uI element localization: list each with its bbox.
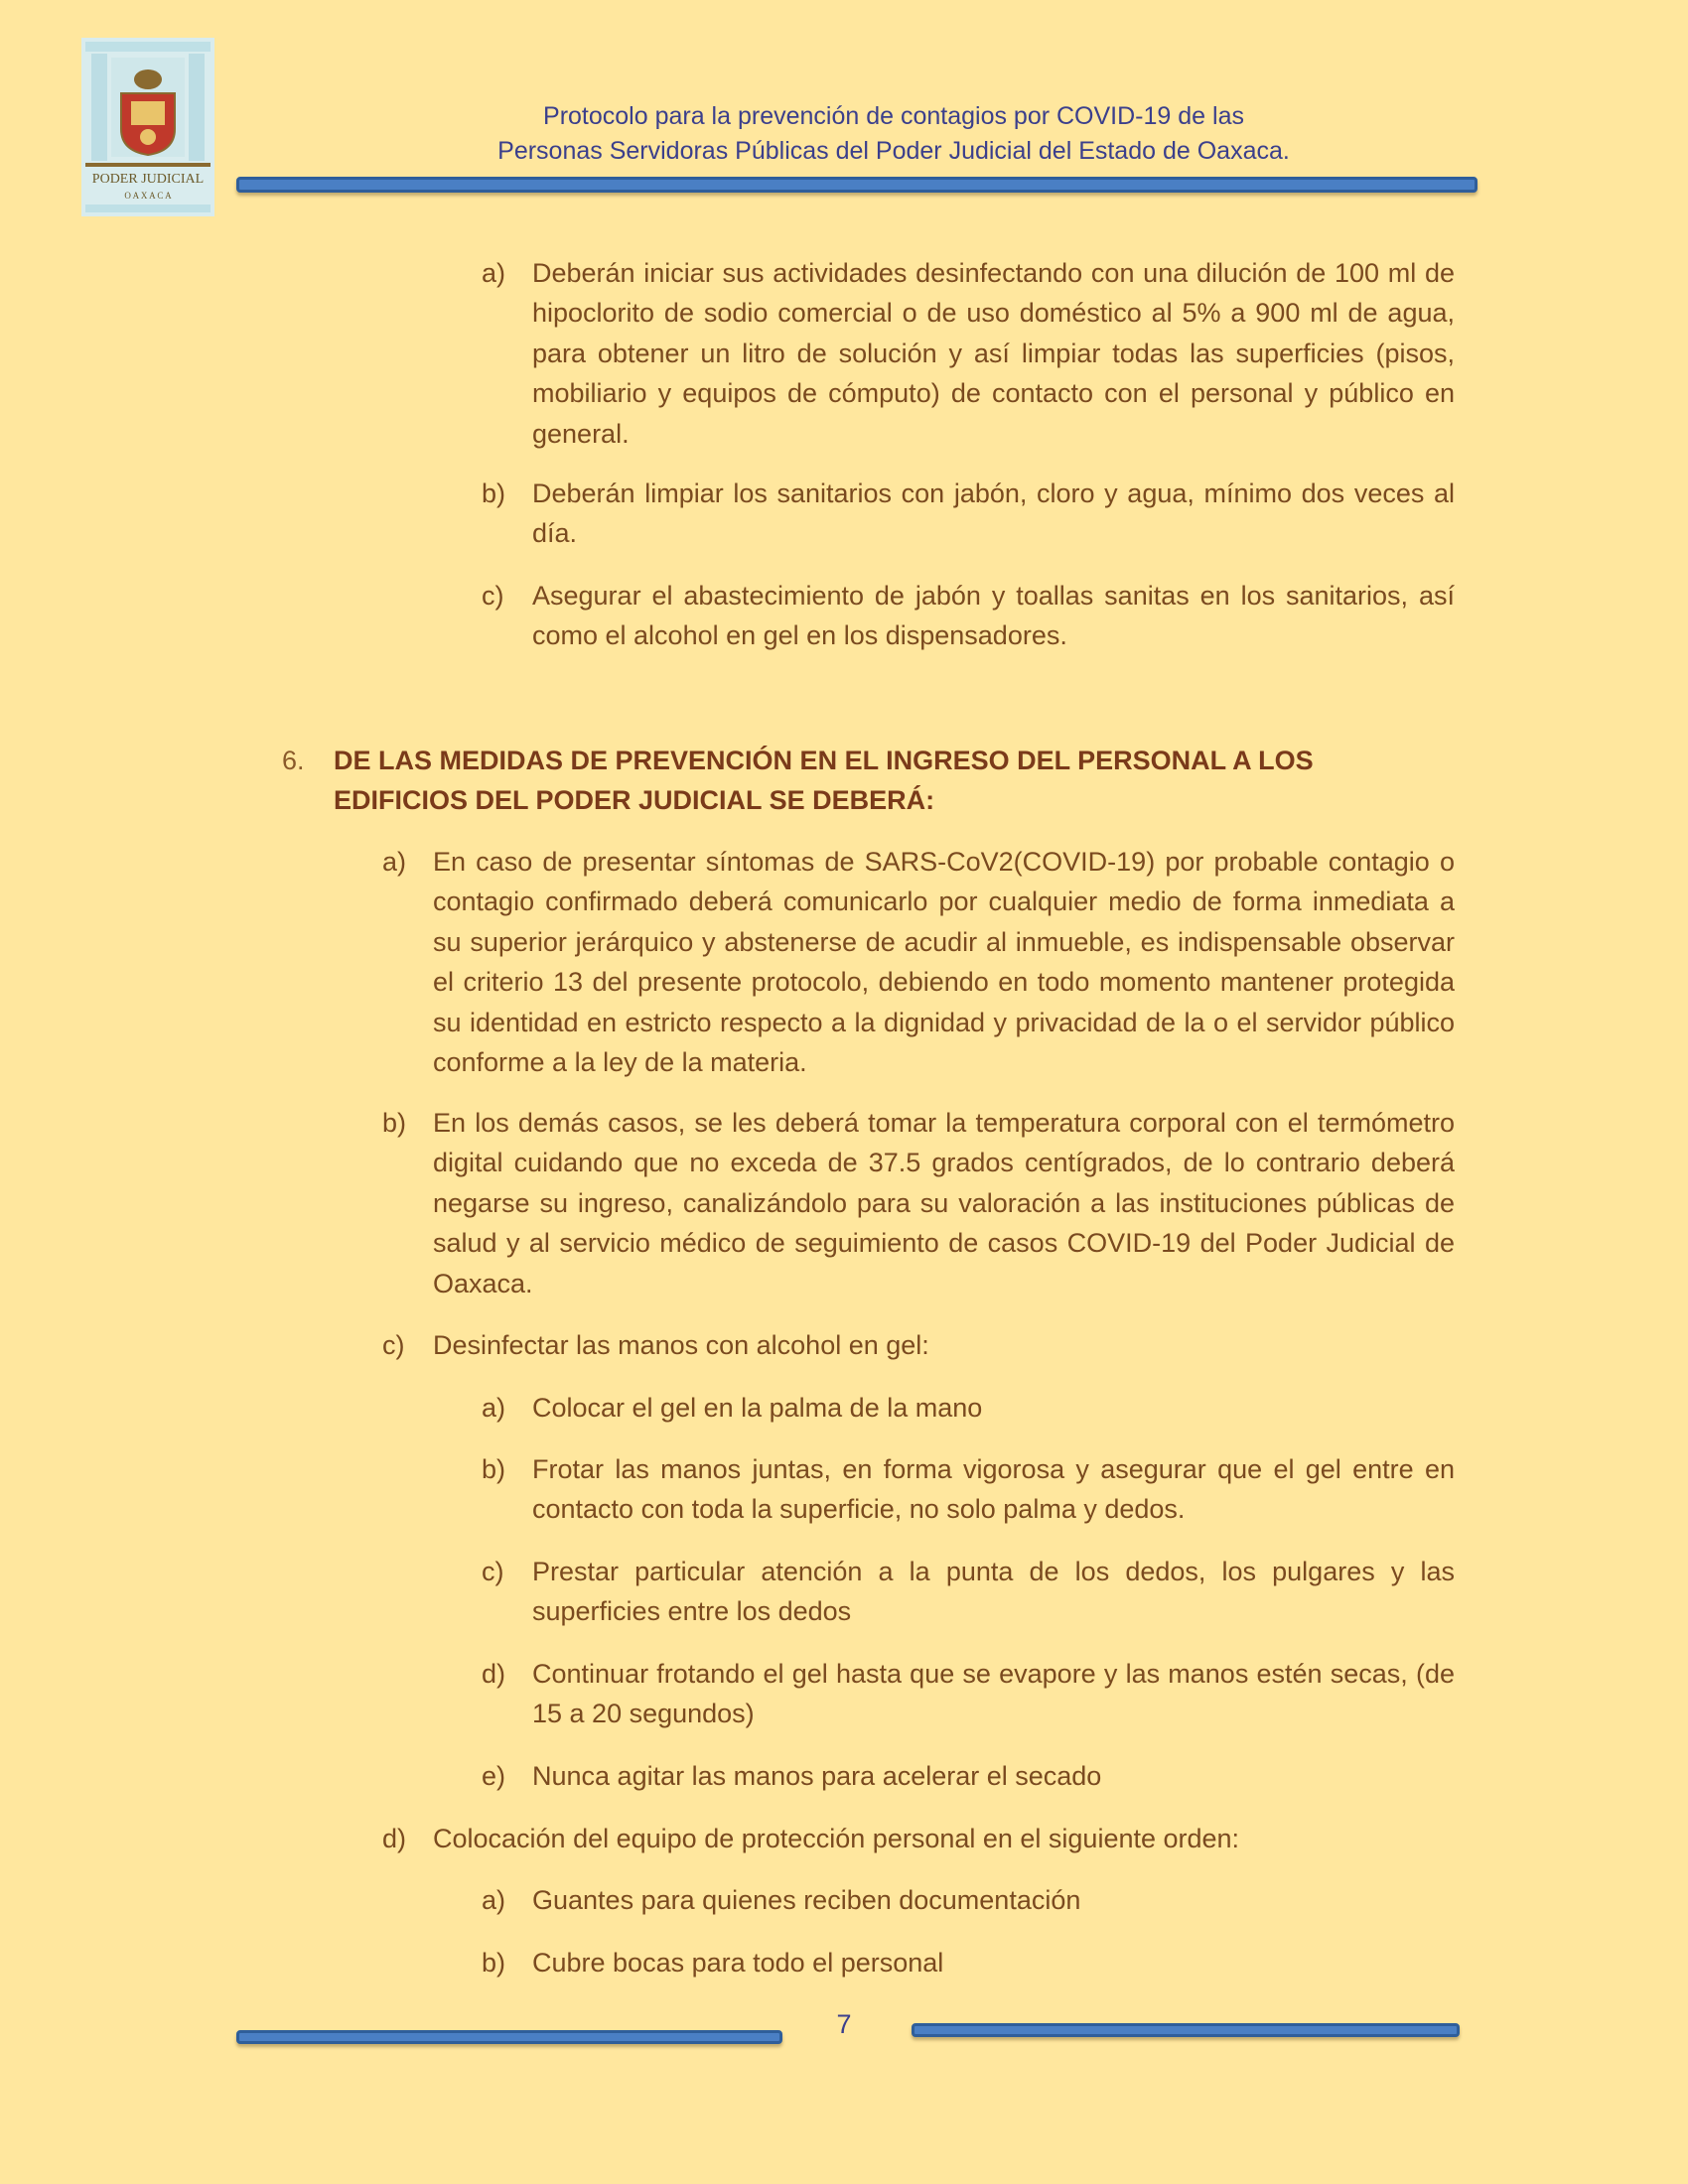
list-marker: d) [382, 1824, 407, 1853]
list-item-text: Continuar frotando el gel hasta que se evapore y las manos estén secas, (de 15 a 20 segundos) [532, 1659, 1455, 1729]
list-marker: b) [382, 1108, 407, 1138]
header-line-1: Protocolo para la prevención de contagios por COVID-19 de las [543, 102, 1244, 130]
list-marker: c) [382, 1330, 405, 1360]
list-item [382, 842, 1455, 1082]
list-marker: a) [482, 1885, 506, 1915]
svg-text:O A X A C A: O A X A C A [124, 191, 172, 201]
header-divider-bar [236, 177, 1477, 193]
list-item-text: Colocación del equipo de protección personal en el siguiente orden: [433, 1824, 1240, 1853]
list-item [482, 576, 1455, 656]
list-item-text: Prestar particular atención a la punta de los dedos, los pulgares y las superficies entre los dedos [532, 1557, 1455, 1627]
list-item [382, 1103, 1455, 1303]
header-line-2: Personas Servidoras Públicas del Poder Judicial del Estado de Oaxaca. [497, 137, 1290, 165]
list-marker: b) [482, 478, 506, 508]
list-item [382, 1819, 1455, 1858]
section-number: 6. [282, 746, 305, 775]
list-marker: b) [482, 1948, 506, 1978]
sub-list-item [482, 1943, 1455, 1982]
list-item [482, 253, 1455, 454]
list-marker: e) [482, 1761, 506, 1791]
sub-list-item [482, 1654, 1455, 1734]
list-item-text: Deberán iniciar sus actividades desinfectando con una dilución de 100 ml de hipoclorito de sodio comercial o de uso doméstico al 5% a 900 ml de agua, para obtener un litro de solución y así limpiar todas las superficies (pisos, mobiliario y equipos de cómputo) de contacto con el personal y público en general. [532, 258, 1455, 449]
list-item-text: Asegurar el abastecimiento de jabón y toallas sanitas en los sanitarios, así como el alcohol en gel en los dispensadores. [532, 581, 1455, 651]
svg-text:PODER JUDICIAL: PODER JUDICIAL [91, 172, 205, 187]
list-item-text: Desinfectar las manos con alcohol en gel: [433, 1330, 929, 1360]
footer-bar-right [912, 2023, 1460, 2037]
list-item-text: En caso de presentar síntomas de SARS-CoV2(COVID-19) por probable contagio o contagio confirmado deberá comunicarlo por cualquier medio de forma inmediata a su superior jerárquico y abstenerse de acudir al inmueble, es indispensable observar el criterio 13 del presente protocolo, debiendo en todo momento mantener protegida su identidad en estricto respecto a la dignidad y privacidad de la o el servidor público conforme a la ley de la materia. [433, 847, 1455, 1078]
list-item [382, 1325, 1455, 1365]
footer-bar-left [236, 2030, 782, 2044]
poder-judicial-logo [81, 38, 214, 216]
list-marker: c) [482, 581, 504, 611]
list-item-text: En los demás casos, se les deberá tomar la temperatura corporal con el termómetro digital cuidando que no exceda de 37.5 grados centígrados, de lo contrario deberá negarse su ingreso, canalizándolo para su valoración a las instituciones públicas de salud y al servicio médico de seguimiento de casos COVID-19 del Poder Judicial de Oaxaca. [433, 1108, 1455, 1298]
list-marker: a) [482, 258, 506, 288]
list-item [482, 474, 1455, 554]
sub-list-item [482, 1756, 1455, 1796]
list-marker: a) [382, 847, 407, 877]
sub-list-item [482, 1388, 1455, 1428]
sub-list-item [482, 1552, 1455, 1632]
sub-list-item [482, 1449, 1455, 1530]
list-marker: a) [482, 1393, 506, 1423]
list-item-text: Nunca agitar las manos para acelerar el secado [532, 1761, 1102, 1791]
list-item-text: Frotar las manos juntas, en forma vigorosa y asegurar que el gel entre en contacto con toda la superficie, no solo palma y dedos. [532, 1454, 1455, 1525]
page-number: 7 [836, 2009, 852, 2039]
list-item-text: Colocar el gel en la palma de la mano [532, 1393, 983, 1423]
section-heading [282, 741, 1455, 821]
document-header [417, 99, 1370, 169]
sub-list-item [482, 1880, 1455, 1920]
list-item-text: Guantes para quienes reciben documentación [532, 1885, 1081, 1915]
list-marker: d) [482, 1659, 506, 1689]
list-marker: c) [482, 1557, 504, 1586]
list-item-text: Deberán limpiar los sanitarios con jabón, cloro y agua, mínimo dos veces al día. [532, 478, 1455, 549]
section-title: DE LAS MEDIDAS DE PREVENCIÓN EN EL INGRESO DEL PERSONAL A LOS EDIFICIOS DEL PODER JUDICIAL SE DEBERÁ: [334, 746, 1314, 816]
list-marker: b) [482, 1454, 506, 1484]
list-item-text: Cubre bocas para todo el personal [532, 1948, 944, 1978]
